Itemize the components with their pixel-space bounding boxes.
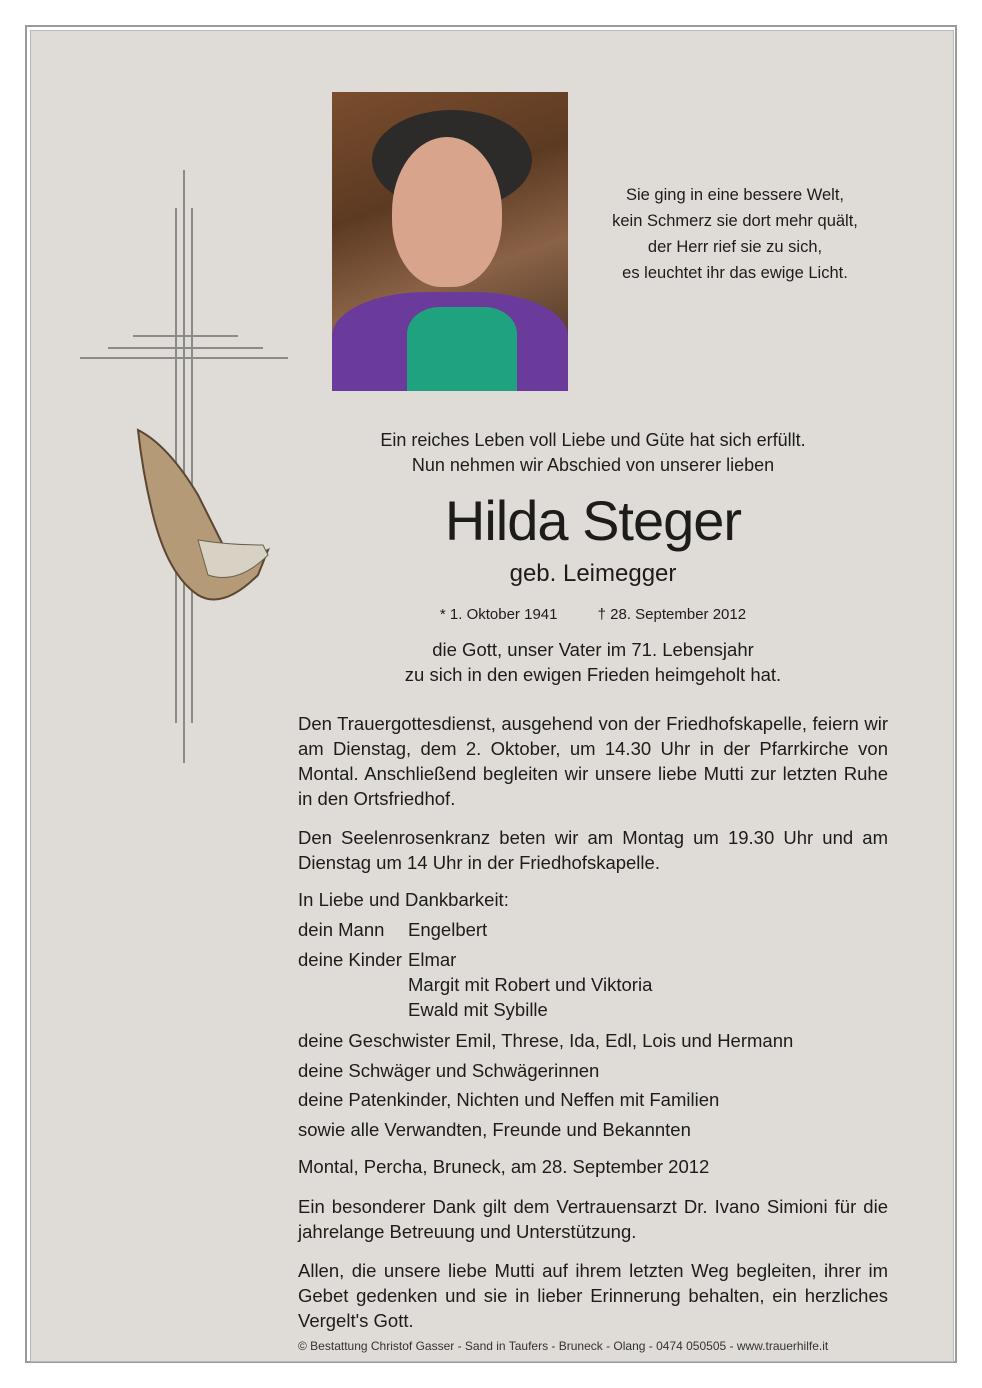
- poem-line: der Herr rief sie zu sich,: [647, 238, 823, 256]
- other-mourners: [298, 1026, 888, 1144]
- intro-line: Nun nehmen wir Abschied von unserer lieben: [411, 455, 775, 475]
- poem-line: es leuchtet ihr das ewige Licht.: [622, 264, 848, 282]
- thanks-text: Ein besonderer Dank gilt dem Vertrauensarzt Dr. Ivano Simioni für die jahrelange Betreuung und Unterstützung.: [298, 1196, 888, 1242]
- age-line: die Gott, unser Vater im 71. Lebensjahr: [432, 639, 754, 660]
- funeral-text: Den Trauergottesdienst, ausgehend von der Friedhofskapelle, feiern wir am Dienstag, dem 2. Oktober, um 14.30 Uhr in der Pfarrkirche von Montal. Anschließend begleiten wir unsere liebe Mutti zur letzten Ruhe in den Ortsfriedhof.: [298, 713, 888, 809]
- place-date: Montal, Percha, Bruneck, am 28. September 2012: [298, 1156, 710, 1177]
- closing-text: Allen, die unsere liebe Mutti auf ihrem letzten Weg begleiten, ihrer im Gebet gedenken und sie in lieber Erinnerung behalten, ein herzliches Vergelt's Gott.: [298, 1260, 888, 1331]
- mourner-names: Margit mit Robert und Viktoria: [408, 974, 653, 995]
- poem-line: Sie ging in eine bessere Welt,: [626, 186, 844, 204]
- relation: [298, 972, 408, 997]
- mourner-line: deine Schwäger und Schwägerinnen: [298, 1059, 600, 1081]
- mourner-names: Engelbert: [408, 919, 488, 940]
- age-line: zu sich in den ewigen Frieden heimgeholt hat.: [404, 664, 782, 685]
- mourners-heading: In Liebe und Dankbarkeit:: [298, 889, 509, 910]
- age-text: [298, 637, 888, 687]
- footer-credit: © Bestattung Christof Gasser - Sand in Taufers - Bruneck - Olang - 0474 050505 - www.trauerhilfe.it: [298, 1339, 829, 1353]
- maiden-name: geb. Leimegger: [509, 560, 677, 587]
- relation: dein Mann: [298, 919, 385, 940]
- rosary-text: Den Seelenrosenkranz beten wir am Montag um 19.30 Uhr und am Dienstag um 14 Uhr in der Friedhofskapelle.: [298, 827, 888, 873]
- praying-hands-icon: [128, 425, 273, 610]
- death-date: † 28. September 2012: [597, 606, 747, 623]
- birth-date: * 1. Oktober 1941: [439, 606, 558, 623]
- mourners-list: [298, 917, 888, 1022]
- portrait-photo: [332, 92, 568, 391]
- deceased-name: Hilda Steger: [444, 489, 742, 552]
- mourner-names: Elmar: [408, 949, 457, 970]
- dates: [298, 606, 888, 623]
- relation: deine Kinder: [298, 949, 402, 970]
- relation: [298, 997, 408, 1022]
- intro: [298, 428, 888, 478]
- poem-line: kein Schmerz sie dort mehr quält,: [612, 212, 858, 230]
- mourner-names: Ewald mit Sybille: [408, 999, 548, 1020]
- intro-line: Ein reiches Leben voll Liebe und Güte hat sich erfüllt.: [380, 430, 806, 450]
- mourner-line: deine Patenkinder, Nichten und Neffen mit Familien: [298, 1089, 720, 1110]
- mourner-line: sowie alle Verwandten, Freunde und Bekannten: [298, 1118, 691, 1140]
- poem: [590, 182, 880, 286]
- mourner-line: deine Geschwister Emil, Threse, Ida, Edl, Lois und Hermann: [298, 1030, 794, 1051]
